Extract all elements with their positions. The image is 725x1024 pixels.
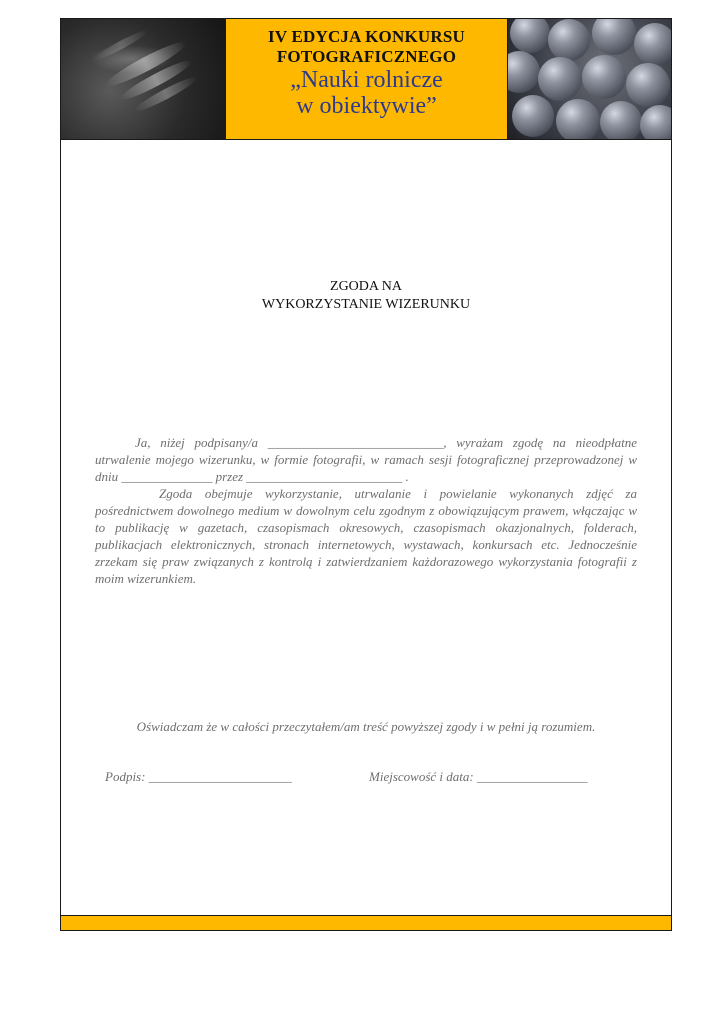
grapes-photo [507,19,671,139]
read-statement: Oświadczam że w całości przeczytałem/am treść powyższej zgody i w pełni ją rozumiem. [136,719,596,734]
consent-paragraph-scope: Zgoda obejmuje wykorzystanie, utrwalanie i powielanie wykonanych zdjęć za pośrednictwem dowolnego medium w dowolnym celu zgodnym z obowiązującym prawem, włączając w to publikację w gazetach, czasopismach okresowych, czasopismach okazjonalnych, folderach, publikacjach elektronicznych, stronach internetowych, wystawach, konkursach etc. Jednocześnie zrzekam się praw związanych z kontrolą i zatwierdzaniem każdorazowego wykorzystania fotografii z moim wizerunkiem. [95,486,637,586]
header-banner [61,19,671,140]
contest-title-box [226,19,507,139]
document-title-line1: ZGODA NA [330,279,402,294]
contest-edition-line: IV EDYCJA KONKURSU [268,27,465,46]
contest-type-line: FOTOGRAFICZNEGO [276,47,457,66]
document-title [61,278,671,314]
footer-bar [61,915,671,930]
signature-field: Podpis: ______________________ [105,769,292,784]
consent-body [95,434,637,587]
consent-paragraph-identity: Ja, niżej podpisany/a ___________________________, wyrażam zgodę na nieodpłatne utrwalenie mojego wizerunku, w formie fotografii, w ramach sesji fotograficznej przeprowadzonej w dniu ______________ przez ________________________ . [95,435,637,484]
wheat-ear-photo [61,19,226,139]
contest-motto-line1: „Nauki rolnicze [290,67,443,93]
document-title-line2: WYKORZYSTANIE WIZERUNKU [261,297,471,312]
place-date-field: Miejscowość i data: _________________ [369,769,588,784]
form-frame [60,18,672,931]
contest-motto-line2: w obiektywie” [296,93,437,119]
